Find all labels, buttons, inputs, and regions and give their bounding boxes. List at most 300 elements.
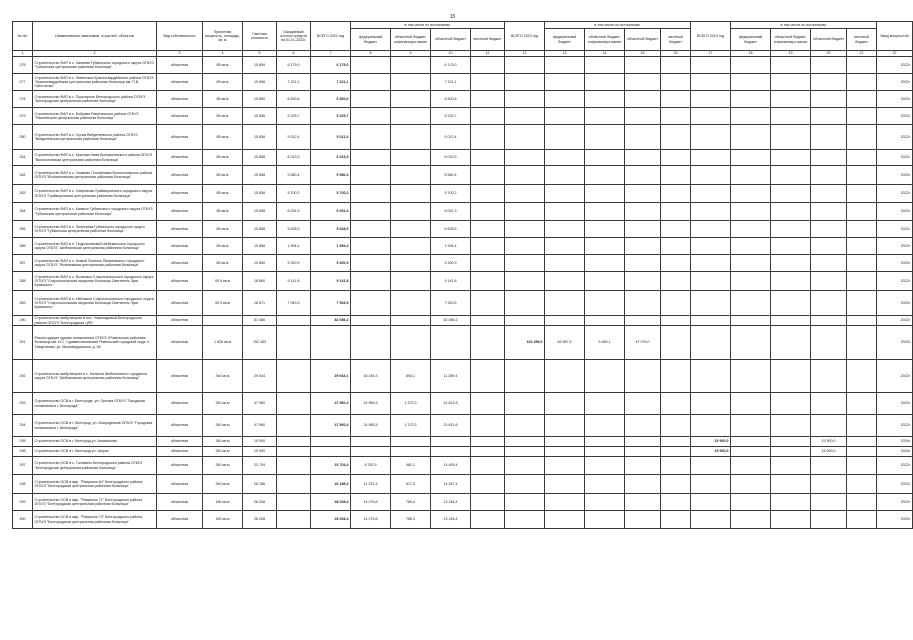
cell-r23	[625, 238, 661, 255]
cell-name: Реконструкция здания поликлиники ОГБУЗ «Ровеньская районная больница им. И.С. Сдамвесильевский Ровеньский городской округ, п. Тахарчиевы, ул. Мальвердовская, д. 66	[33, 326, 157, 360]
cell-l23	[661, 511, 691, 529]
cell-t24	[691, 166, 731, 185]
cell-rc24	[771, 494, 811, 511]
cell-own: областная	[157, 457, 203, 475]
cell-l24	[847, 326, 877, 360]
cell-l22	[471, 74, 505, 91]
cell-r24	[811, 185, 847, 203]
cell-t22	[311, 447, 351, 457]
table-row	[13, 57, 913, 74]
cell-l24	[847, 393, 877, 415]
cell-rc23	[585, 57, 625, 74]
cell-r23	[625, 437, 661, 447]
cell-f24	[731, 74, 771, 91]
cell-l24	[847, 316, 877, 326]
cell-r23	[625, 166, 661, 185]
cell-cost: 18 660	[243, 272, 277, 291]
cell-r24	[811, 255, 847, 272]
cell-l23	[661, 221, 691, 238]
cell-year: 2022г.	[877, 166, 913, 185]
cell-rc24	[771, 326, 811, 360]
header-balance: Ожидаемый остаток средств на 01.01.2022г.	[277, 22, 311, 51]
cell-own: областная	[157, 185, 203, 203]
cell-cost: 23 704	[243, 457, 277, 475]
cell-f24	[731, 203, 771, 221]
cell-rc22	[391, 221, 431, 238]
cell-own: областная	[157, 150, 203, 166]
cell-r23	[625, 393, 661, 415]
cell-l22	[471, 415, 505, 437]
cell-r24	[811, 393, 847, 415]
cell-name: Строительство ФАП в с. Севрюково Грайворонского городского округа ОГБУЗ "Грайворонская центральная районная больница"	[33, 185, 157, 203]
cell-name: Строительство ФАП в п. Набокино Старооскольского городского округа ОГБУЗ "Старооскольская окружная больница Святителя Луки Крымского"	[33, 291, 157, 316]
cell-rc24	[771, 511, 811, 529]
cell-l23	[661, 108, 691, 125]
cell-r22: 14 347,4	[431, 475, 471, 494]
cell-own: областная	[157, 415, 203, 437]
cell-rc22: 893,1	[391, 360, 431, 393]
cell-r22	[431, 447, 471, 457]
cell-f24	[731, 457, 771, 475]
column-number: 8	[351, 51, 391, 57]
cell-rc23	[585, 203, 625, 221]
cell-l24	[847, 415, 877, 437]
cell-t24	[691, 316, 731, 326]
cell-cap: 1 628 кв.м	[203, 326, 243, 360]
cell-own: областная	[157, 316, 203, 326]
cell-bal: 6 091,3	[277, 203, 311, 221]
cell-t22: 7 221,1	[311, 74, 351, 91]
cell-r22: 7 943,5	[431, 291, 471, 316]
cell-l23	[661, 125, 691, 150]
cell-l22	[471, 272, 505, 291]
cell-f22	[351, 326, 391, 360]
header-regional-cofin-2024: областной бюджет, софинансиро-вание	[771, 29, 811, 51]
cell-year: 2022г.	[877, 125, 913, 150]
cell-cost: 15 858	[243, 166, 277, 185]
cell-cap: 85 кв.м	[203, 166, 243, 185]
cell-bal: 7 943,5	[277, 291, 311, 316]
cell-own: областная	[157, 447, 203, 457]
cell-t23	[505, 91, 545, 108]
cell-rc24	[771, 316, 811, 326]
cell-t24	[691, 475, 731, 494]
cell-t23	[505, 185, 545, 203]
cell-t23	[505, 511, 545, 529]
cell-f23	[545, 166, 585, 185]
cell-t23: 102 499,0	[505, 326, 545, 360]
column-number: 6	[277, 51, 311, 57]
table-row	[13, 415, 913, 437]
header-regional-cofin-2023: областной бюджет, софинансиро-вание	[585, 29, 625, 51]
cell-cost: 29 544	[243, 360, 277, 393]
cell-t23	[505, 238, 545, 255]
cell-rc23	[585, 255, 625, 272]
cell-own: областная	[157, 437, 203, 447]
cell-name: Строительство ОСВ в г. Белгороде, ул. Орлова ОГБУЗ "Городская поликлиника г. Белгорода"	[33, 393, 157, 415]
cell-name: Строительство ОСВ в г. Белгород ул. Апанасенко	[33, 437, 157, 447]
cell-f22	[351, 203, 391, 221]
cell-t22	[311, 437, 351, 447]
cell-t22: 6 179,0	[311, 57, 351, 74]
cell-f24	[731, 91, 771, 108]
header-name: Наименование заказчиков, отраслей, объектов	[33, 22, 157, 51]
cell-cost: 15 858	[243, 185, 277, 203]
cell-r22: 5 012,4	[431, 125, 471, 150]
table-header	[13, 22, 913, 57]
cell-cap: 340 кв.м	[203, 437, 243, 447]
cell-r23	[625, 447, 661, 457]
column-number: 21	[847, 51, 877, 57]
cell-cost: 15 850	[243, 255, 277, 272]
cell-t24	[691, 494, 731, 511]
cell-rc23	[585, 316, 625, 326]
cell-rc23	[585, 185, 625, 203]
cell-bal	[277, 457, 311, 475]
cell-f22	[351, 185, 391, 203]
cell-t24	[691, 360, 731, 393]
cell-r23	[625, 125, 661, 150]
cell-year: 2023г.	[877, 326, 913, 360]
cell-name: Строительство ОСВ в мкр. "Разумное-64" Белгородского района ОГБУЗ "Белгородская центральная районная больница"	[33, 475, 157, 494]
cell-r23	[625, 316, 661, 326]
cell-l23	[661, 91, 691, 108]
cell-year: 2022г.	[877, 415, 913, 437]
cell-f23	[545, 125, 585, 150]
cell-rc22	[391, 125, 431, 150]
cell-cap: 180 кв.м	[203, 494, 243, 511]
cell-t22: 6 500,6	[311, 91, 351, 108]
column-number: 17	[691, 51, 731, 57]
cell-cap: 340 кв.м	[203, 475, 243, 494]
cell-f24	[731, 316, 771, 326]
cell-f23	[545, 74, 585, 91]
cell-l22	[471, 185, 505, 203]
cell-num: 298	[13, 475, 33, 494]
cell-f23	[545, 447, 585, 457]
cell-r23	[625, 150, 661, 166]
cell-num: 296	[13, 447, 33, 457]
cell-r22: 11 289,4	[431, 360, 471, 393]
column-number: 18	[731, 51, 771, 57]
page-number: 15	[449, 14, 456, 20]
cell-rc24	[771, 150, 811, 166]
cell-f24	[731, 185, 771, 203]
cell-f24	[731, 393, 771, 415]
cell-year: 2022г.	[877, 150, 913, 166]
cell-bal	[277, 494, 311, 511]
cell-rc23	[585, 475, 625, 494]
cell-l23	[661, 393, 691, 415]
cell-bal: 5 300,9	[277, 255, 311, 272]
table-row	[13, 291, 913, 316]
cell-f23: 63 967,5	[545, 326, 585, 360]
cell-cost: 15 659	[243, 57, 277, 74]
table-row	[13, 511, 913, 529]
cell-f22	[351, 447, 391, 457]
table-row	[13, 185, 913, 203]
cell-r23	[625, 221, 661, 238]
cell-name: Строительство амбулатории в с. Белянка Шебекинского городского округа ОГБУЗ "Шебекинская центральная районная больница"	[33, 360, 157, 393]
cell-f24	[731, 272, 771, 291]
cell-num: 287	[13, 255, 33, 272]
cell-year: 2022г.	[877, 255, 913, 272]
header-total-2024: ВСЕГО 2024 год	[691, 22, 731, 51]
cell-name: Строительство ФАП в с. Ливенское Красногвардейского района ОГБУЗ "Красногвардейская центральная районная больница им. П.В. Гапотченко"	[33, 74, 157, 91]
cell-r22: 9 141,8	[431, 272, 471, 291]
cell-l24	[847, 91, 877, 108]
cell-t24	[691, 255, 731, 272]
cell-rc24	[771, 57, 811, 74]
cell-num: 282	[13, 166, 33, 185]
cell-f23	[545, 221, 585, 238]
cell-l24	[847, 272, 877, 291]
cell-cap: 85 кв.м	[203, 108, 243, 125]
cell-r24	[811, 166, 847, 185]
cell-bal	[277, 475, 311, 494]
cell-l22	[471, 511, 505, 529]
cell-name: Строительство ФАП в с. Ушаково Голофеевка Волоконовского района ОГБУЗ "Волоконовская центральная районная больница"	[33, 166, 157, 185]
column-number: 14	[585, 51, 625, 57]
cell-f22: 14 276,6	[351, 511, 391, 529]
cell-l22	[471, 291, 505, 316]
cell-f23	[545, 437, 585, 447]
cell-year: 2022г.	[877, 511, 913, 529]
cell-l22	[471, 457, 505, 475]
cell-t22: 28 208,4	[311, 511, 351, 529]
cell-f24	[731, 415, 771, 437]
cell-f24	[731, 326, 771, 360]
cell-year: 2022г.	[877, 393, 913, 415]
cell-f22	[351, 316, 391, 326]
cell-f23	[545, 316, 585, 326]
cell-f22: 11 223,3	[351, 475, 391, 494]
cell-own: областная	[157, 255, 203, 272]
cell-f24	[731, 447, 771, 457]
cell-own: областная	[157, 291, 203, 316]
cell-t24	[691, 238, 731, 255]
cell-year: 2022г.	[877, 203, 913, 221]
cell-t24	[691, 272, 731, 291]
column-number: 12	[505, 51, 545, 57]
cell-rc24	[771, 447, 811, 457]
cell-f23	[545, 457, 585, 475]
cell-name: Строительство ФАП в с. Казачок Губкинского городского округа ОГБУЗ "Губкинская центральная районная больница"	[33, 203, 157, 221]
cell-num: 288	[13, 272, 33, 291]
cell-l24	[847, 108, 877, 125]
cell-t23	[505, 150, 545, 166]
cell-rc22: 617,5	[391, 475, 431, 494]
cell-cost: 15 858	[243, 108, 277, 125]
cell-rc24	[771, 203, 811, 221]
cell-l23	[661, 57, 691, 74]
cell-rc22	[391, 91, 431, 108]
table-row	[13, 437, 913, 447]
cell-r22	[431, 326, 471, 360]
cell-l22	[471, 360, 505, 393]
cell-t22: 5 300,9	[311, 255, 351, 272]
cell-r22: 21 621,6	[431, 393, 471, 415]
cell-t22: 7 943,5	[311, 291, 351, 316]
cell-t24	[691, 393, 731, 415]
cell-own: областная	[157, 393, 203, 415]
cell-cost: 152 453	[243, 326, 277, 360]
cell-f22	[351, 238, 391, 255]
cell-r24: 15 900,0	[811, 447, 847, 457]
cell-name: Строительство ОСВ в мкр. "Разумное-73" Белгородского района ОГБУЗ "Белгородская центральная районная больница"	[33, 511, 157, 529]
cell-r24	[811, 272, 847, 291]
cell-t24	[691, 185, 731, 203]
cell-rc22	[391, 150, 431, 166]
column-number: 10	[431, 51, 471, 57]
cell-l22	[471, 326, 505, 360]
cell-num: 283	[13, 185, 33, 203]
cell-l24	[847, 203, 877, 221]
cell-f24	[731, 108, 771, 125]
cell-name: Строительство амбулатории в пос. Новосадовый Белгородского района ОГБУЗ "Белгородская ЦРБ"	[33, 316, 157, 326]
cell-rc22	[391, 316, 431, 326]
cell-l24	[847, 360, 877, 393]
cell-rc23	[585, 291, 625, 316]
cell-own: областная	[157, 511, 203, 529]
cell-l24	[847, 57, 877, 74]
cell-t22: 23 704,4	[311, 457, 351, 475]
cell-r24	[811, 150, 847, 166]
cell-t24	[691, 511, 731, 529]
cell-rc23	[585, 125, 625, 150]
cell-own: областная	[157, 494, 203, 511]
cell-rc23	[585, 91, 625, 108]
cell-bal: 5 580,4	[277, 166, 311, 185]
cell-l24	[847, 185, 877, 203]
cell-t23	[505, 203, 545, 221]
cell-f24	[731, 360, 771, 393]
cell-t24	[691, 415, 731, 437]
cell-r22: 5 580,4	[431, 166, 471, 185]
header-total-2022: ВСЕГО 2022 год	[311, 22, 351, 51]
cell-cost: 15 858	[243, 238, 277, 255]
cell-name: Строительство ОСВ в с. Головино Белгородского района ОГБУЗ "Белгородская центральная районная больница"	[33, 457, 157, 475]
cell-f23	[545, 360, 585, 393]
cell-year: 2022г.	[877, 238, 913, 255]
cell-t23	[505, 316, 545, 326]
cell-own: областная	[157, 221, 203, 238]
cell-cost: 28 208	[243, 494, 277, 511]
cell-r24	[811, 203, 847, 221]
cell-l23	[661, 316, 691, 326]
cell-t23	[505, 125, 545, 150]
cell-cap: 85 кв.м	[203, 185, 243, 203]
cell-f22	[351, 74, 391, 91]
cell-f23	[545, 185, 585, 203]
cell-rc23	[585, 494, 625, 511]
cell-rc23	[585, 150, 625, 166]
cell-cap: 340 кв.м	[203, 447, 243, 457]
cell-f23	[545, 238, 585, 255]
cell-r23	[625, 91, 661, 108]
cell-l23	[661, 457, 691, 475]
cell-bal: 5 225,7	[277, 108, 311, 125]
cell-f24	[731, 291, 771, 316]
cell-bal	[277, 316, 311, 326]
cell-rc23	[585, 447, 625, 457]
cell-rc24	[771, 125, 811, 150]
cell-cap: 85 кв.м	[203, 74, 243, 91]
cell-r24	[811, 415, 847, 437]
column-number: 5	[243, 51, 277, 57]
cell-f23	[545, 272, 585, 291]
cell-t24	[691, 291, 731, 316]
column-number: 4	[203, 51, 243, 57]
header-federal-2024: федеральный бюджет	[731, 29, 771, 51]
cell-l22	[471, 437, 505, 447]
cell-cap	[203, 316, 243, 326]
cell-t22: 29 544,1	[311, 360, 351, 393]
column-number: 9	[391, 51, 431, 57]
table-row	[13, 272, 913, 291]
cell-f24	[731, 150, 771, 166]
cell-t23	[505, 437, 545, 447]
cell-l22	[471, 125, 505, 150]
cell-bal	[277, 447, 311, 457]
cell-f23	[545, 91, 585, 108]
cell-l22	[471, 91, 505, 108]
cell-l24	[847, 74, 877, 91]
cell-t23	[505, 74, 545, 91]
cell-rc22	[391, 108, 431, 125]
cell-year: 2022г.	[877, 185, 913, 203]
cell-rc22	[391, 238, 431, 255]
cell-l22	[471, 150, 505, 166]
cell-r24	[811, 125, 847, 150]
cell-r24: 15 900,0	[811, 437, 847, 447]
cell-rc22	[391, 185, 431, 203]
cell-r23	[625, 457, 661, 475]
cell-r23	[625, 255, 661, 272]
cell-rc22	[391, 437, 431, 447]
cell-l22	[471, 393, 505, 415]
cell-l24	[847, 255, 877, 272]
cell-r24	[811, 475, 847, 494]
cell-num: 278	[13, 91, 33, 108]
cell-l22	[471, 238, 505, 255]
header-num: № п/п	[13, 22, 33, 51]
cell-f23	[545, 57, 585, 74]
cell-rc24	[771, 185, 811, 203]
cell-bal: 6 179,0	[277, 57, 311, 74]
cell-year: 2022г.	[877, 494, 913, 511]
cell-r24	[811, 457, 847, 475]
cell-t22: 6 091,3	[311, 203, 351, 221]
cell-year: 2022г.	[877, 221, 913, 238]
cell-year: 2022г.	[877, 291, 913, 316]
cell-r24	[811, 91, 847, 108]
cell-l23	[661, 238, 691, 255]
cell-l22	[471, 255, 505, 272]
cell-cap: 85 кв.м	[203, 255, 243, 272]
cell-name: Строительство ФАП в с. Чапаеве Губкинского городского округа ОГБУЗ "Губкинская центральная районная больница"	[33, 57, 157, 74]
cell-l24	[847, 475, 877, 494]
cell-t24	[691, 57, 731, 74]
cell-t22: 26 188,4	[311, 475, 351, 494]
cell-num: 300	[13, 511, 33, 529]
column-number: 19	[771, 51, 811, 57]
cell-num: 277	[13, 74, 33, 91]
cell-r22: 5 225,7	[431, 108, 471, 125]
cell-t24	[691, 457, 731, 475]
column-number: 2	[33, 51, 157, 57]
cell-cost: 47 960	[243, 415, 277, 437]
